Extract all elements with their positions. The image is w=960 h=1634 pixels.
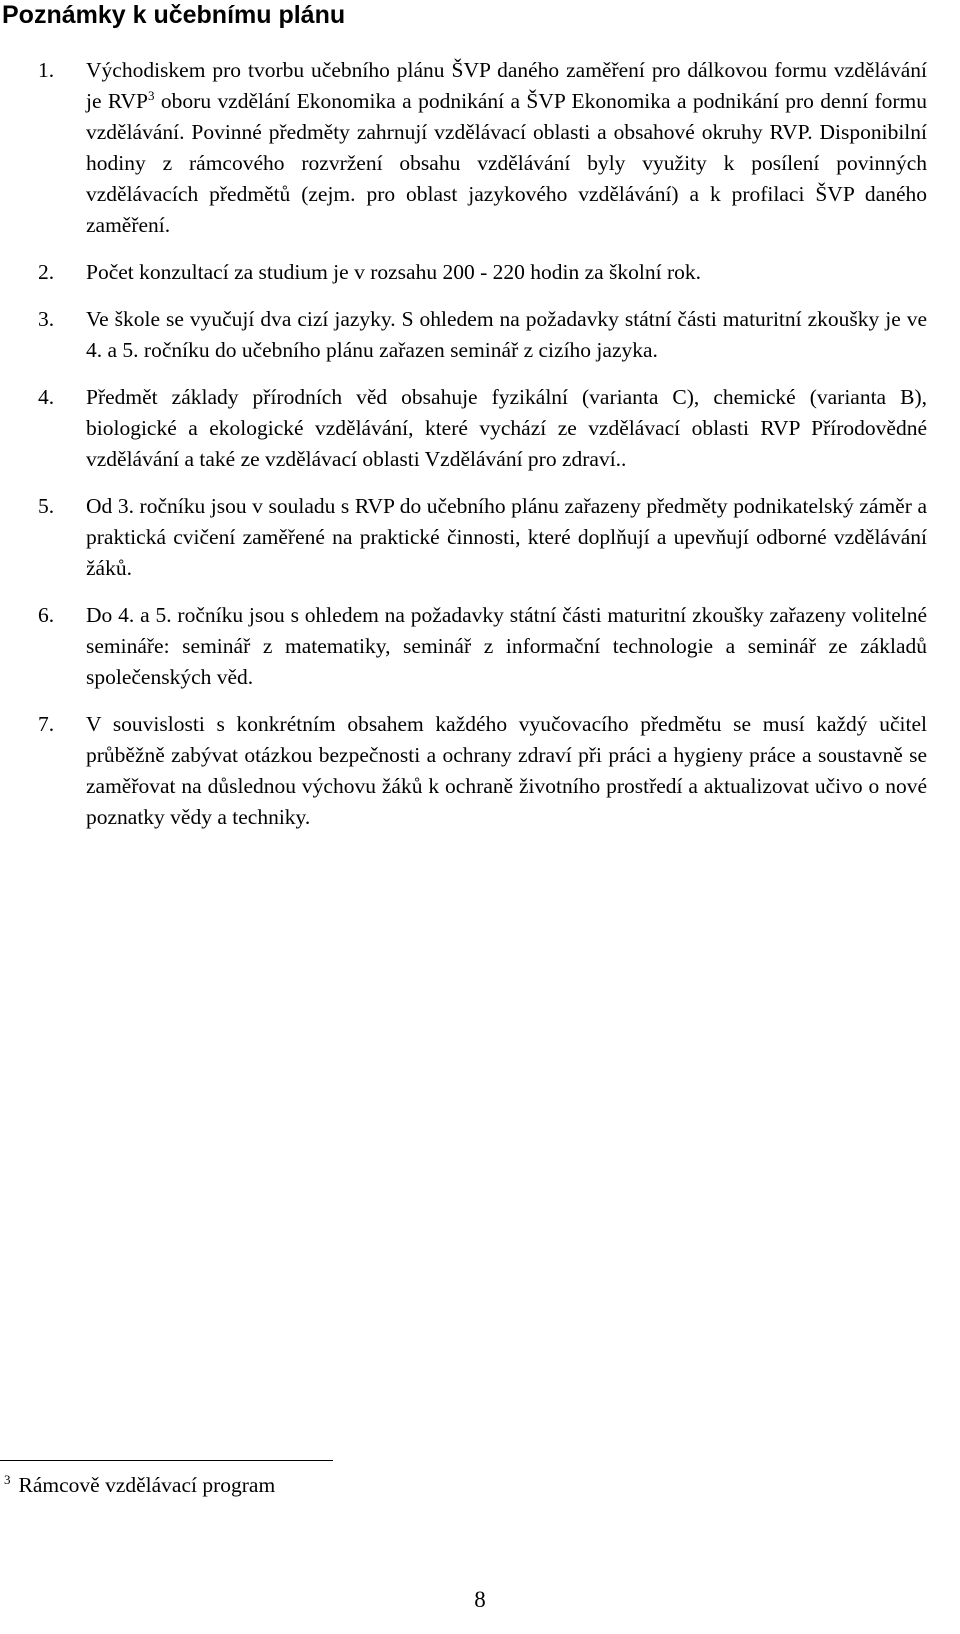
note-text: V souvislosti s konkrétním obsahem každého vyučovacího předmětu se musí každý učitel průběžně zabývat otázkou bezpečnosti a ochrany zdraví při práci a hygieny práce a soustavně se zaměřovat na důslednou výchovu žáků k ochraně životního prostředí a aktualizovat učivo o nové poznatky vědy a techniky.	[86, 712, 927, 829]
note-number: 2.	[38, 260, 55, 284]
note-number: 3.	[38, 307, 55, 331]
note-item-4	[0, 382, 927, 475]
note-number: 7.	[38, 712, 55, 736]
note-item-6	[0, 600, 927, 693]
note-item-5	[0, 491, 927, 584]
footnote-separator	[0, 1460, 333, 1461]
footnote-reference: 3	[148, 87, 155, 103]
note-number: 5.	[38, 494, 55, 518]
footnote	[4, 1470, 275, 1500]
note-text-part: oboru vzdělání Ekonomika a podnikání a ŠVP Ekonomika a podnikání pro denní formu vzdělávání. Povinné předměty zahrnují vzdělávací oblasti a obsahové okruhy RVP. Disponibilní hodiny z rámcového rozvržení obsahu vzdělávání byly využity k posílení povinných vzdělávacích předmětů (zejm. pro oblast jazykového vzdělávání) a k profilaci ŠVP daného zaměření.	[86, 89, 927, 237]
footnote-mark: 3	[4, 1471, 11, 1487]
note-text: Ve škole se vyučují dva cizí jazyky. S ohledem na požadavky státní části maturitní zkoušky je ve 4. a 5. ročníku do učebního plánu zařazen seminář z cizího jazyka.	[86, 307, 927, 362]
note-number: 6.	[38, 603, 55, 627]
note-number: 1.	[38, 58, 55, 82]
note-text: Do 4. a 5. ročníku jsou s ohledem na požadavky státní části maturitní zkoušky zařazeny volitelné semináře: seminář z matematiky, seminář z informační technologie a seminář ze základů společenských věd.	[86, 603, 927, 689]
note-item-2	[0, 257, 927, 288]
note-number: 4.	[38, 385, 55, 409]
note-item-3	[0, 304, 927, 366]
note-text: Předmět základy přírodních věd obsahuje fyzikální (varianta C), chemické (varianta B), biologické a ekologické vzdělávání, které vychází ze vzdělávací oblasti RVP Přírodovědné vzdělávání a také ze vzdělávací oblasti Vzdělávání pro zdraví..	[86, 385, 927, 471]
note-item-7	[0, 709, 927, 833]
note-item-1	[0, 55, 927, 241]
footnote-text: Rámcově vzdělávací program	[18, 1473, 276, 1497]
note-text: Počet konzultací za studium je v rozsahu 200 - 220 hodin za školní rok.	[86, 260, 702, 284]
note-text: Od 3. ročníku jsou v souladu s RVP do učebního plánu zařazeny předměty podnikatelský záměr a praktická cvičení zaměřené na praktické činnosti, které doplňují a upevňují odborné vzdělávání žáků.	[86, 494, 927, 580]
notes-list	[0, 55, 960, 849]
page-heading: Poznámky k učebnímu plánu	[2, 1, 346, 29]
note-text	[86, 55, 927, 241]
page-number: 8	[474, 1587, 486, 1612]
note-text-part: Východiskem pro tvorbu učebního plánu ŠVP daného zaměření pro dálkovou formu vzdělávání je RVP	[86, 58, 927, 113]
